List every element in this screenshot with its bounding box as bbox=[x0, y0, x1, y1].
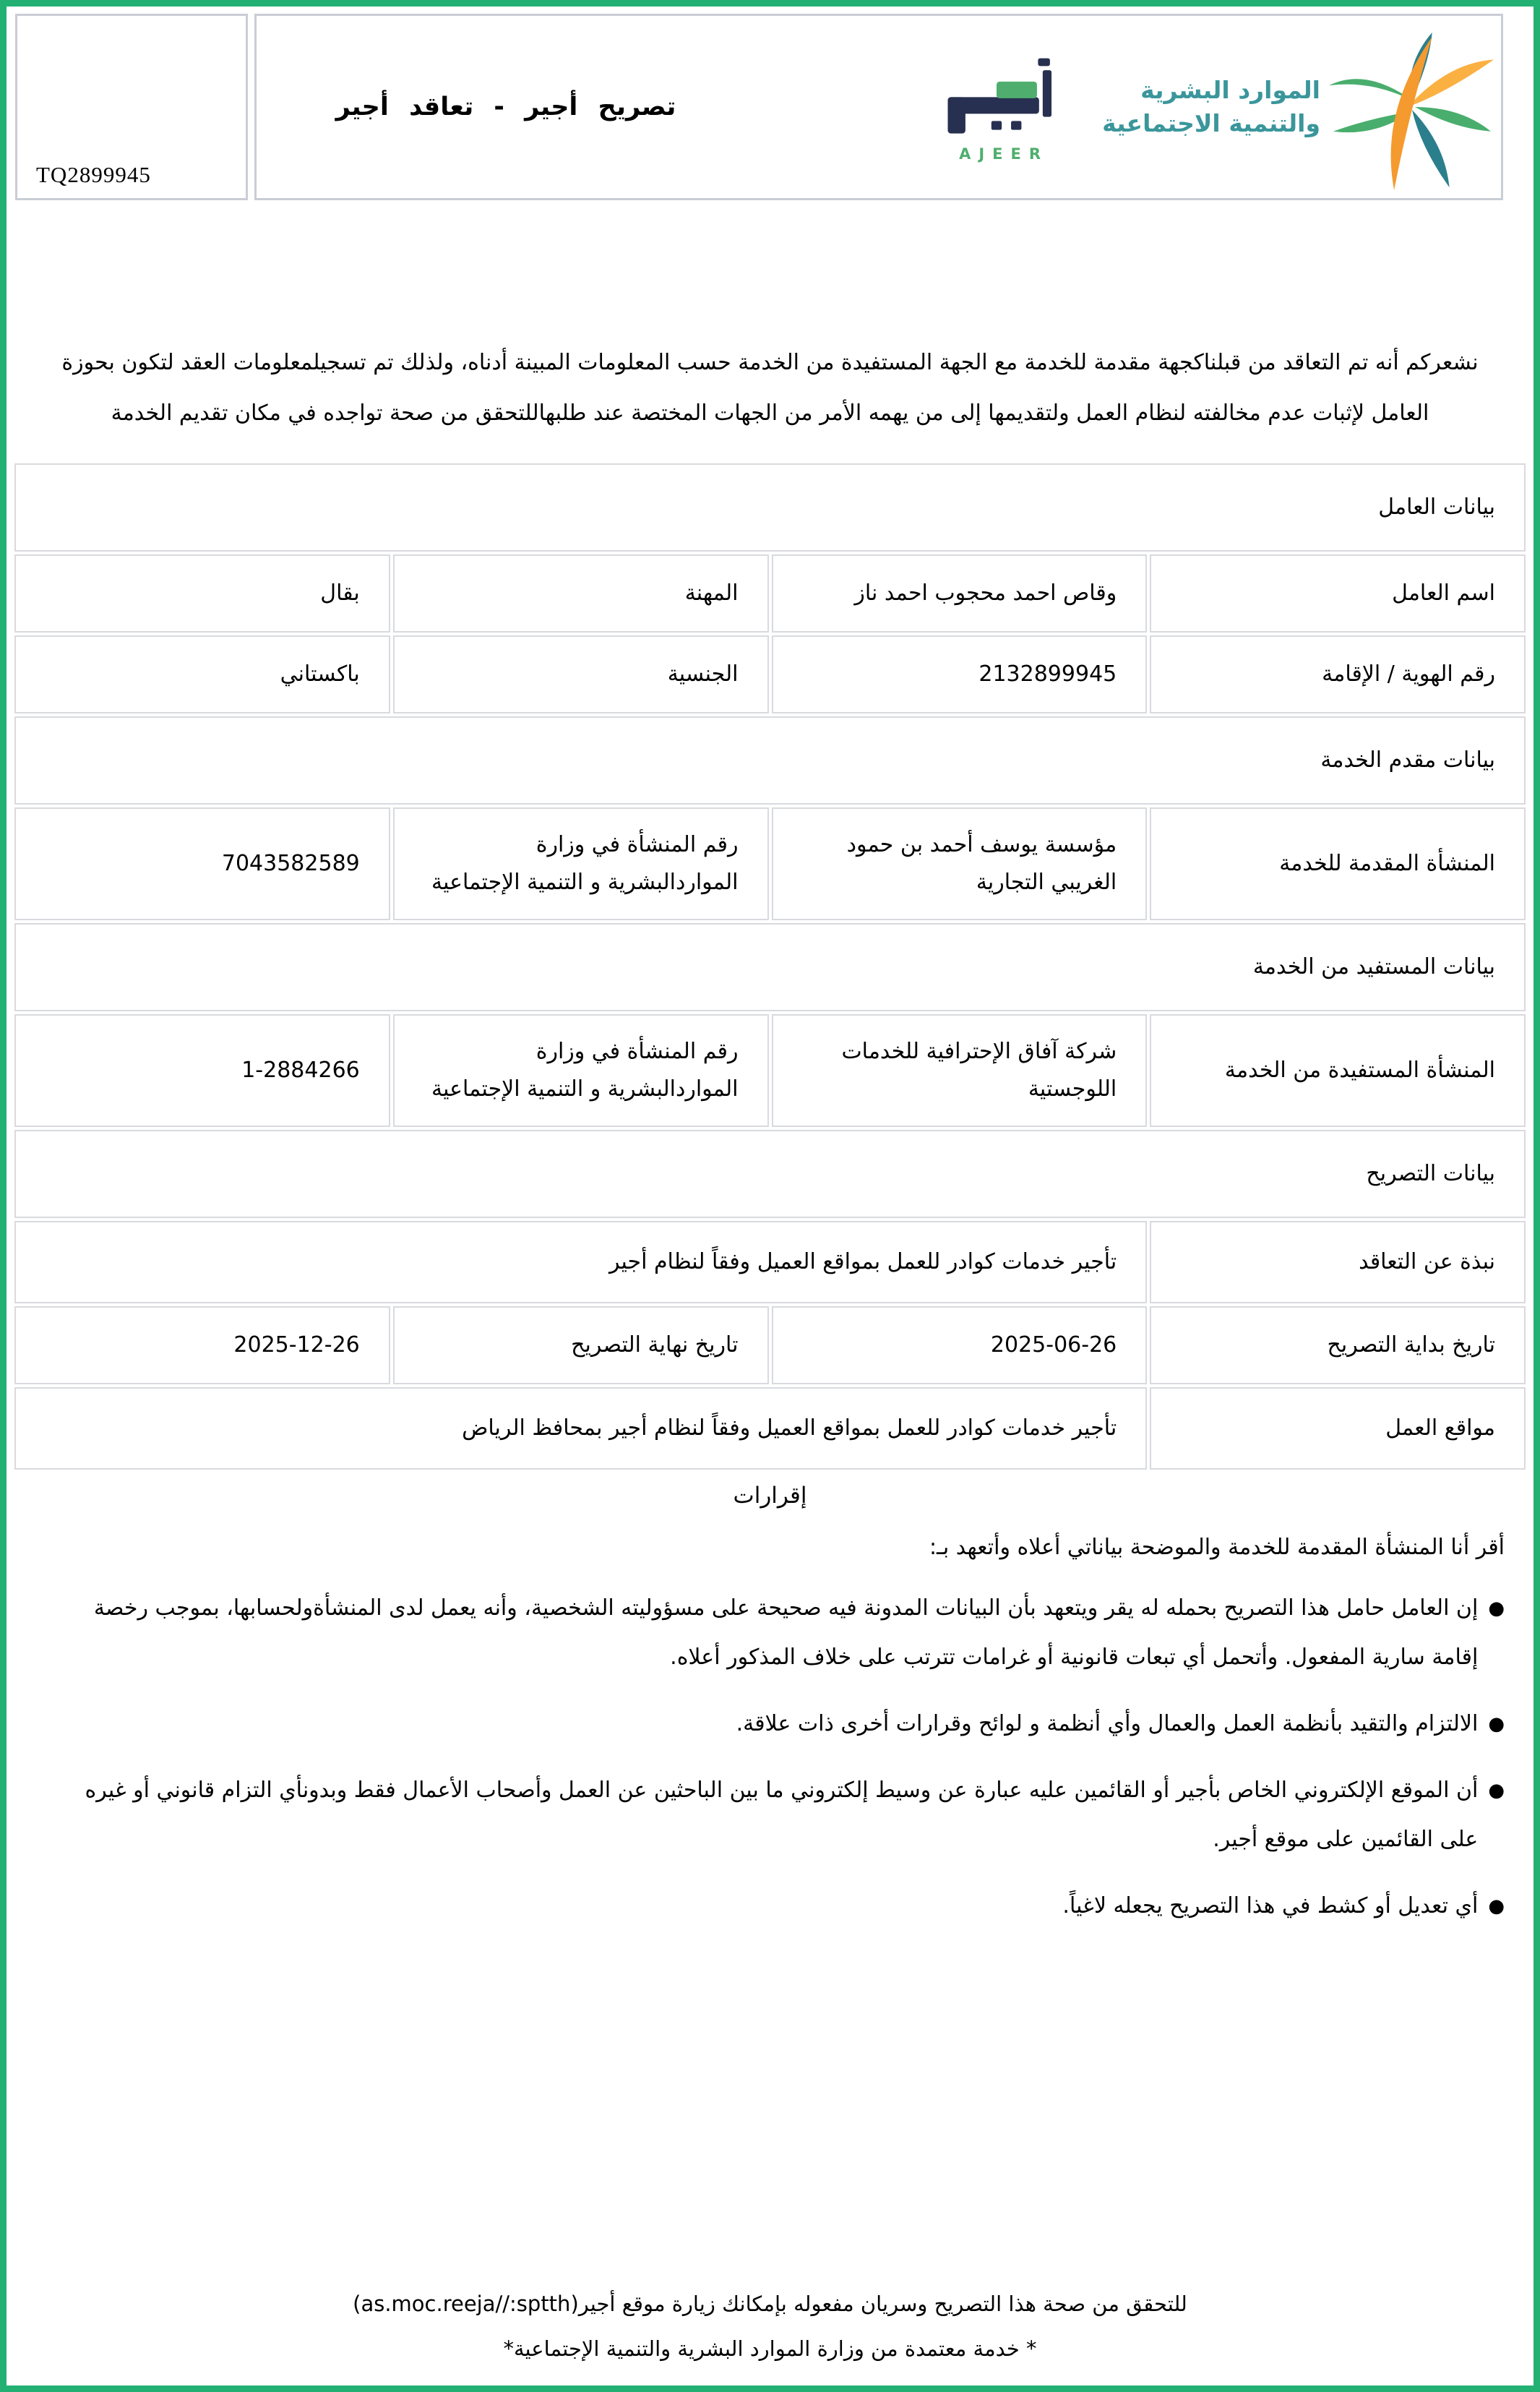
beneficiary-value: شركة آفاق الإحترافية للخدمات اللوجستية bbox=[772, 1014, 1148, 1127]
declaration-item bbox=[50, 1766, 1505, 1864]
start-date-value: 2025-06-26 bbox=[772, 1306, 1148, 1384]
ministry-logo bbox=[1102, 21, 1497, 193]
declarations-title: إقرارات bbox=[733, 1483, 807, 1509]
ajeer-logo-latin-text: AJEER bbox=[959, 145, 1049, 163]
beneficiary-row bbox=[14, 1014, 1526, 1127]
header-main-box bbox=[254, 14, 1503, 200]
start-date-label: تاريخ بداية التصريح bbox=[1150, 1306, 1526, 1384]
declarations-list bbox=[50, 1584, 1505, 1931]
nationality-label: الجنسية bbox=[393, 635, 769, 713]
worker-section-title: بيانات العامل bbox=[14, 463, 1526, 552]
worker-name-value: وقاص احمد محجوب احمد ناز bbox=[772, 554, 1148, 633]
document-title: تصريح أجير - تعاقد أجير bbox=[335, 93, 676, 121]
beneficiary-section-title: بيانات المستفيد من الخدمة bbox=[14, 923, 1526, 1011]
permit-section-title: بيانات التصريح bbox=[14, 1130, 1526, 1218]
contract-brief-label: نبذة عن التعاقد bbox=[1150, 1221, 1526, 1303]
title-area bbox=[257, 93, 755, 121]
permit-section-row bbox=[14, 1130, 1526, 1218]
intro-line2: العامل لإثبات عدم مخالفته لنظام العمل ولتقديمها إلى من يهمه الأمر من الجهات المختصة عند طلبهاللتحقق من صحة تواجده في مكان تقديم الخدمة bbox=[111, 400, 1429, 426]
provider-number-value: 7043582589 bbox=[14, 807, 390, 920]
end-date-label: تاريخ نهاية التصريح bbox=[393, 1306, 769, 1384]
worker-section-row bbox=[14, 463, 1526, 552]
ministry-logo-line2: والتنمية الاجتماعية bbox=[1102, 109, 1320, 137]
footer-accredited-line: * خدمة معتمدة من وزارة الموارد البشرية والتنمية الإجتماعية* bbox=[503, 2336, 1037, 2361]
declarations-heading: أقر أنا المنشأة المقدمة للخدمة والموضحة بياناتي أعلاه وأتعهد بـ: bbox=[929, 1535, 1505, 1560]
ministry-logo-text bbox=[1102, 74, 1320, 140]
beneficiary-number-label: رقم المنشأة في وزارة المواردالبشرية و التنمية الإجتماعية bbox=[393, 1014, 769, 1127]
declarations-section bbox=[7, 1527, 1533, 1931]
tq-number-box bbox=[15, 14, 248, 200]
ajeer-logo bbox=[929, 56, 1070, 163]
provider-value: مؤسسة يوسف أحمد بن حمود الغريبي التجارية bbox=[772, 807, 1148, 920]
declaration-item bbox=[50, 1699, 1505, 1749]
provider-section-row bbox=[14, 716, 1526, 805]
declaration-text: الالتزام والتقيد بأنظمة العمل والعمال وأي أنظمة و لوائح وقرارات أخرى ذات علاقة. bbox=[736, 1711, 1479, 1736]
worker-id-row bbox=[14, 635, 1526, 713]
ministry-logo-line1: الموارد البشرية bbox=[1140, 76, 1320, 104]
document-header bbox=[15, 14, 1503, 200]
declaration-item bbox=[50, 1882, 1505, 1931]
tq-number: TQ2899945 bbox=[36, 162, 151, 187]
worker-name-row bbox=[14, 554, 1526, 633]
beneficiary-section-row bbox=[14, 923, 1526, 1011]
document-footer bbox=[7, 2281, 1533, 2371]
work-locations-row bbox=[14, 1387, 1526, 1470]
bullet-icon: ● bbox=[1488, 1895, 1505, 1917]
declaration-item bbox=[50, 1584, 1505, 1682]
intro-line1: نشعركم أنه تم التعاقد من قبلناكجهة مقدمة للخدمة مع الجهة المستفيدة من الخدمة حسب المعلومات المبينة أدناه، ولذلك تم تسجيلمعلومات العقد لتكون بحوزة bbox=[61, 350, 1479, 375]
contract-brief-value: تأجير خدمات كوادر للعمل بمواقع العميل وفقاً لنظام أجير bbox=[14, 1221, 1147, 1303]
work-locations-value: تأجير خدمات كوادر للعمل بمواقع العميل وفقاً لنظام أجير بمحافظ الرياض bbox=[14, 1387, 1147, 1470]
id-label: رقم الهوية / الإقامة bbox=[1150, 635, 1526, 713]
worker-name-label: اسم العامل bbox=[1150, 554, 1526, 633]
provider-row bbox=[14, 807, 1526, 920]
declaration-text: أي تعديل أو كشط في هذا التصريح يجعله لاغياً. bbox=[1062, 1893, 1479, 1919]
nationality-value: باكستاني bbox=[14, 635, 390, 713]
provider-section-title: بيانات مقدم الخدمة bbox=[14, 716, 1526, 805]
end-date-value: 2025-12-26 bbox=[14, 1306, 390, 1384]
profession-value: بقال bbox=[14, 554, 390, 633]
provider-number-label: رقم المنشأة في وزارة المواردالبشرية و التنمية الإجتماعية bbox=[393, 807, 769, 920]
bullet-icon: ● bbox=[1488, 1713, 1505, 1735]
profession-label: المهنة bbox=[393, 554, 769, 633]
declaration-text: أن الموقع الإلكتروني الخاص بأجير أو القائمين عليه عبارة عن وسيط إلكتروني ما بين الباحثين عن العمل وأصحاب الأعمال فقط وبدونأي التزام قانوني أو غيره على القائمين على موقع أجير. bbox=[85, 1778, 1479, 1852]
permit-dates-row bbox=[14, 1306, 1526, 1384]
declaration-text: إن العامل حامل هذا التصريح بحمله له يقر ويتعهد بأن البيانات المدونة فيه صحيحة على مسؤوليته الشخصية، وأنه يعمل لدى المنشأةولحسابها، بموجب رخصة إقامة سارية المفعول. وأتحمل أي تبعات قانونية أو غرامات تترتب على خلاف المذكور أعلاه. bbox=[93, 1595, 1479, 1670]
ministry-emblem-icon bbox=[1325, 21, 1497, 193]
bullet-icon: ● bbox=[1488, 1598, 1505, 1619]
intro-paragraph bbox=[24, 338, 1516, 439]
permit-info-table bbox=[12, 460, 1528, 1473]
contract-brief-row bbox=[14, 1221, 1526, 1303]
ajeer-logo-mark-icon bbox=[939, 56, 1062, 144]
provider-label: المنشأة المقدمة للخدمة bbox=[1150, 807, 1526, 920]
id-value: 2132899945 bbox=[772, 635, 1148, 713]
beneficiary-number-value: 1-2884266 bbox=[14, 1014, 390, 1127]
bullet-icon: ● bbox=[1488, 1780, 1505, 1801]
beneficiary-label: المنشأة المستفيدة من الخدمة bbox=[1150, 1014, 1526, 1127]
footer-verify-line: للتحقق من صحة هذا التصريح وسريان مفعوله بإمكانك زيارة موقع أجير(as.moc.reeja//:sptth) bbox=[353, 2292, 1187, 2316]
work-locations-label: مواقع العمل bbox=[1150, 1387, 1526, 1470]
